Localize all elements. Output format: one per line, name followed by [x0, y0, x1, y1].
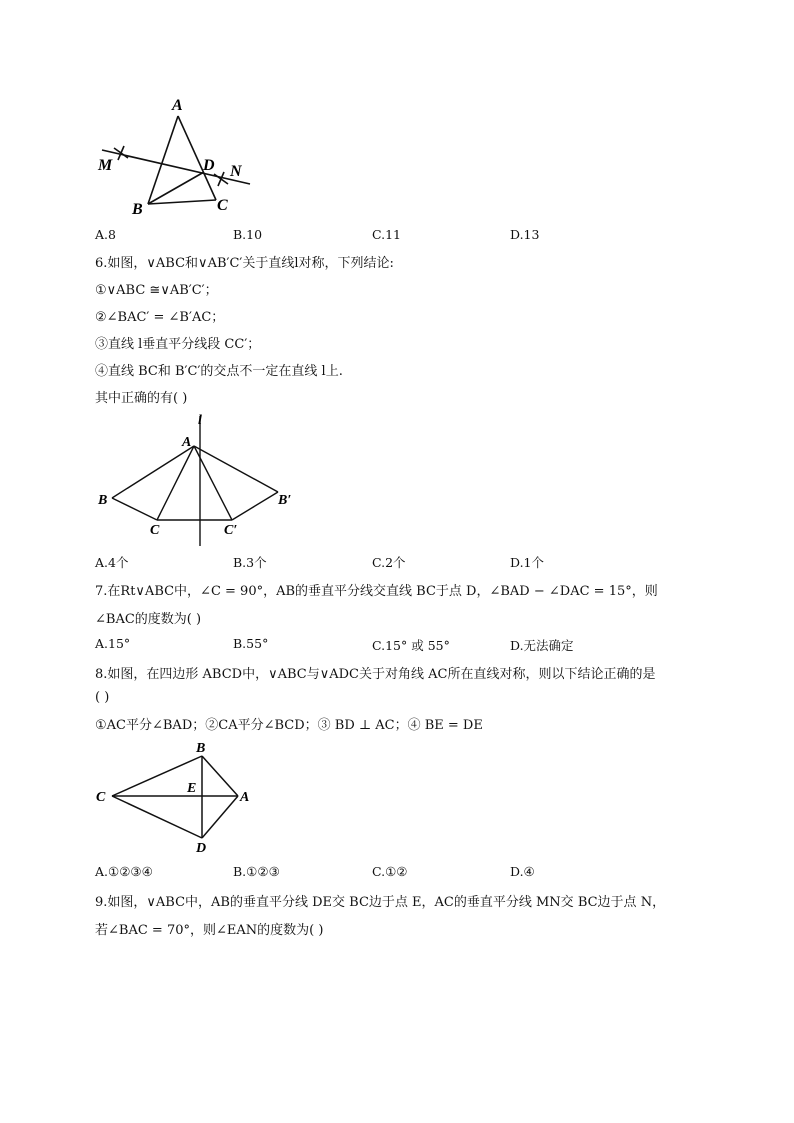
q7-option-d: D.无法确定: [510, 638, 574, 653]
q7-option-a: A.15°: [95, 636, 131, 651]
fig8-label-C: C: [96, 790, 106, 805]
q6-ask: 其中正确的有( ): [95, 391, 188, 406]
fig6-label-C-prime: C′: [224, 523, 238, 538]
figure-q8: [92, 738, 262, 856]
q8-option-c: C.①②: [372, 864, 408, 879]
fig6-label-A: A: [182, 435, 192, 450]
fig6-label-B: B: [98, 493, 108, 508]
q6-option-c: C.2个: [372, 555, 406, 570]
q6-option-a: A.4个: [95, 555, 129, 570]
q5-option-a: A.8: [95, 227, 116, 242]
figure-q6: [92, 410, 302, 550]
fig8-label-A: A: [240, 790, 250, 805]
fig8-label-B: B: [196, 741, 206, 756]
q7-option-b: B.55°: [233, 636, 269, 651]
q6-stem: 6.如图，∨ABC和∨AB′C′关于直线l对称，下列结论:: [95, 256, 394, 271]
q7-option-c: C.15° 或 55°: [372, 638, 450, 653]
q8-stem-line1: 8.如图，在四边形 ABCD中，∨ABC与∨ADC关于对角线 AC所在直线对称，则以下结论正确的是: [95, 667, 656, 682]
fig8-label-D: D: [196, 841, 207, 856]
q5-option-c: C.11: [372, 227, 401, 242]
fig5-label-C: C: [217, 197, 228, 214]
q9-stem-line1: 9.如图，∨ABC中，AB的垂直平分线 DE交 BC边于点 E，AC的垂直平分线 MN交 BC边于点 N，: [95, 895, 666, 910]
q6-claim-3: ③直线 l垂直平分线段 CC′；: [95, 337, 261, 352]
q8-claims: ①AC平分∠BAD；②CA平分∠BCD；③ BD ⊥ AC；④ BE = DE: [95, 718, 483, 733]
fig6-label-C: C: [150, 523, 160, 538]
q5-option-d: D.13: [510, 227, 540, 242]
q9-stem-line2: 若∠BAC = 70°，则∠EAN的度数为( ): [95, 923, 324, 938]
q8-option-b: B.①②③: [233, 864, 280, 879]
fig5-label-A: A: [172, 97, 183, 114]
q6-claim-1: ①∨ABC ≅∨AB′C′；: [95, 283, 218, 298]
fig5-label-N: N: [230, 163, 242, 180]
q8-option-a: A.①②③④: [95, 864, 153, 879]
q5-option-b: B.10: [233, 227, 263, 242]
figure-q5: [92, 92, 262, 222]
q7-stem-line1: 7.在Rt∨ABC中，∠C = 90°，AB的垂直平分线交直线 BC于点 D，∠BAD − ∠DAC = 15°，则: [95, 584, 658, 599]
q6-option-d: D.1个: [510, 555, 545, 570]
fig5-label-M: M: [98, 157, 113, 174]
fig6-label-B-prime: B′: [278, 493, 292, 508]
fig5-label-B: B: [132, 201, 143, 218]
q8-option-d: D.④: [510, 864, 535, 879]
q8-stem-line2: ( ): [95, 690, 110, 705]
q7-stem-line2: ∠BAC的度数为( ): [95, 612, 202, 627]
q6-claim-2: ②∠BAC′ = ∠B′AC；: [95, 310, 225, 325]
fig5-label-D: D: [203, 157, 215, 174]
fig8-label-E: E: [187, 781, 197, 796]
q6-claim-4: ④直线 BC和 B′C′的交点不一定在直线 l上.: [95, 364, 343, 379]
fig6-label-l: l: [198, 413, 202, 428]
q6-option-b: B.3个: [233, 555, 267, 570]
